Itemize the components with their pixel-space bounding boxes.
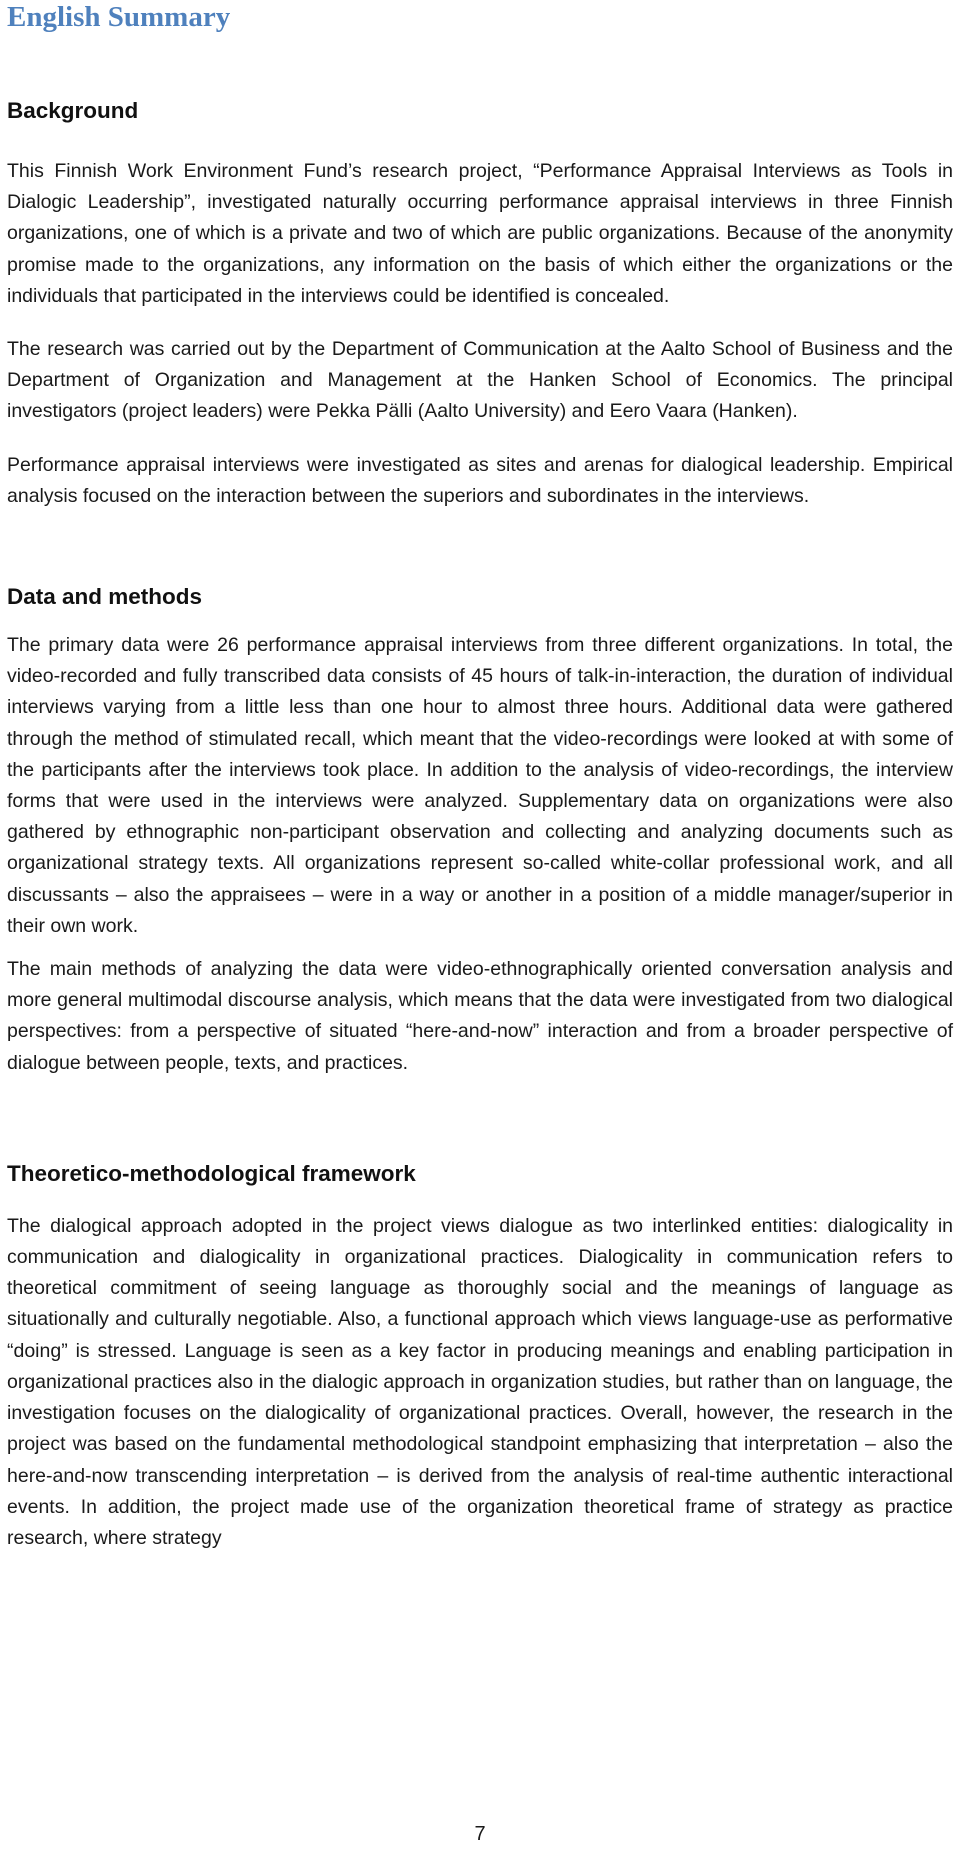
data-methods-paragraph-1: The primary data were 26 performance appraisal interviews from three different organizations. In total, the video-recorded and fully transcribed data consists of 45 hours of talk-in-interaction, the duration of individual interviews varying from a little less than one hour to almost three hours. Additional data were gathered through the method of stimulated recall, which meant that the video-recordings were looked at with some of the participants after the interviews took place. In addition to the analysis of video-recordings, the interview forms that were used in the interviews were analyzed. Supplementary data on organizations were also gathered by ethnographic non-participant observation and collecting and analyzing documents such as organizational strategy texts. All organizations represent so-called white-collar professional work, and all discussants – also the appraisees – were in a way or another in a position of a middle manager/superior in their own work.	[7, 634, 953, 937]
framework-paragraph-1: The dialogical approach adopted in the project views dialogue as two interlinked entities: dialogicality in communication and dialogicality in organizational practices. Dialogicality in communication refers to theoretical commitment of seeing language as thoroughly social and the meanings of language as situationally and culturally negotiable. Also, a functional approach which views language-use as performative “doing” is stressed. Language is seen as a key factor in producing meanings and enabling participation in organizational practices also in the dialogic approach in organization studies, but rather than on language, the investigation focuses on the dialogicality of organizational practices. Overall, however, the research in the project was based on the fundamental methodological standpoint emphasizing that interpretation – also the here-and-now transcending interpretation – is derived from the analysis of real-time authentic interactional events. In addition, the project made use of the organization theoretical frame of strategy as practice research, where strategy	[7, 1214, 953, 1549]
section-heading-framework: Theoretico-methodological framework	[7, 1160, 416, 1186]
document-page	[7, 0, 953, 1554]
data-methods-paragraph-2: The main methods of analyzing the data were video-ethnographically oriented conversation analysis and more general multimodal discourse analysis, which means that the data were investigated from two dialogical perspectives: from a perspective of situated “here-and-now” interaction and from a broader perspective of dialogue between people, texts, and practices.	[7, 958, 953, 1074]
section-heading-background: Background	[7, 98, 139, 123]
page-number: 7	[474, 1823, 486, 1845]
section-heading-data-and-methods: Data and methods	[7, 584, 203, 610]
background-paragraph-3: Performance appraisal interviews were investigated as sites and arenas for dialogical leadership. Empirical analysis focused on the interaction between the superiors and subordinates in the interviews.	[7, 453, 953, 507]
spacer	[7, 34, 953, 96]
background-paragraph-1: This Finnish Work Environment Fund’s research project, “Performance Appraisal Interviews as Tools in Dialogic Leadership”, investigated naturally occurring performance appraisal interviews in three Finnish organizations, one of which is a private and two of which are public organizations. Because of the anonymity promise made to the organizations, any information on the basis of which either the organizations or the individuals that participated in the interviews could be identified is concealed.	[7, 160, 953, 307]
background-paragraph-2: The research was carried out by the Department of Communication at the Aalto School of Business and the Department of Organization and Management at the Hanken School of Economics. The principal investigators (project leaders) were Pekka Pälli (Aalto University) and Eero Vaara (Hanken).	[7, 338, 953, 423]
page-title: English Summary	[7, 1, 231, 33]
